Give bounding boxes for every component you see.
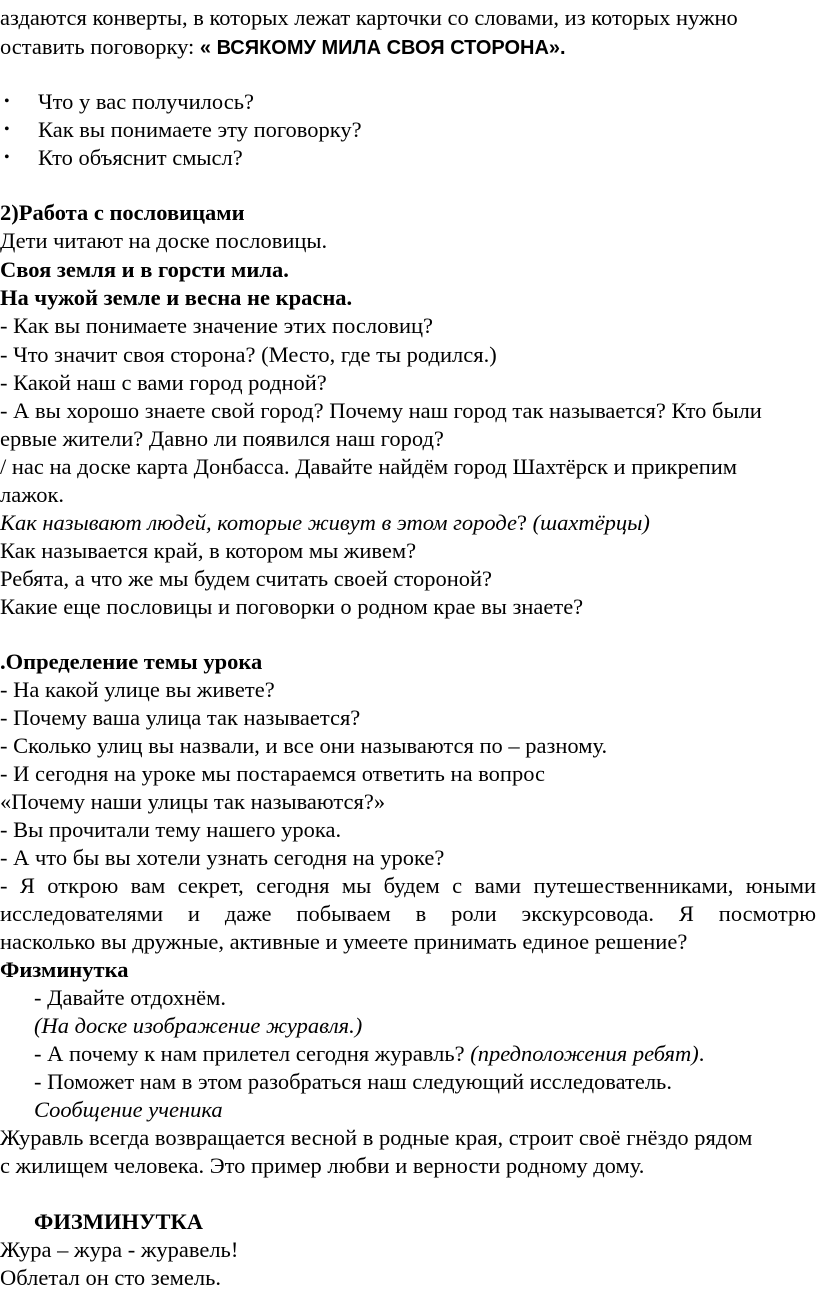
- section-heading-fizminutka-caps: ФИЗМИНУТКА: [34, 1209, 204, 1234]
- text-line: насколько вы дружные, активные и умеете принимать единое решение?: [0, 929, 688, 954]
- text-line: / нас на доске карта Донбасса. Давайте найдём город Шахтёрск и прикрепим: [0, 454, 738, 479]
- text-line: исследователями и даже побываем в роли экскурсовода. Я посмотрю: [0, 901, 816, 926]
- bullet-icon: •: [4, 149, 10, 166]
- text-line: - А почему к нам прилетел сегодня журавль? (предположения ребят).: [34, 1041, 705, 1066]
- text-line: - Почему ваша улица так называется?: [0, 705, 361, 730]
- proverb-1: Своя земля и в горсти мила.: [0, 257, 289, 282]
- text-line: - Вы прочитали тему нашего урока.: [0, 817, 342, 842]
- text-line: лажок.: [0, 482, 65, 507]
- intro-line-2: [0, 33, 816, 62]
- text-line: - А вы хорошо знаете свой город? Почему наш город так называется? Кто были: [0, 398, 762, 423]
- text-line: с жилищем человека. Это пример любви и верности родному дому.: [0, 1153, 645, 1178]
- text-line: - Как вы понимаете значение этих пословиц?: [0, 313, 434, 338]
- proverb-title: « ВСЯКОМУ МИЛА СВОЯ СТОРОНА».: [199, 37, 566, 59]
- text-line: Как называют людей, которые живут в этом городе? (шахтёрцы): [0, 510, 650, 535]
- bullet-icon: •: [4, 121, 10, 138]
- stage-note: (На доске изображение журавля.): [34, 1013, 363, 1038]
- text-line: Дети читают на доске пословицы.: [0, 228, 328, 253]
- text-line: Какие еще пословицы и поговорки о родном крае вы знаете?: [0, 594, 584, 619]
- text-line: Как называется край, в котором мы живем?: [0, 538, 417, 563]
- text-line: - Я открою вам секрет, сегодня мы будем с вами путешественниками, юными: [0, 873, 816, 898]
- stage-note: Сообщение ученика: [34, 1097, 223, 1122]
- text-line: - Давайте отдохнём.: [34, 985, 227, 1010]
- text-line: Ребята, а что же мы будем считать своей стороной?: [0, 566, 493, 591]
- text-line: - Что значит своя сторона? (Место, где ты родился.): [0, 342, 497, 367]
- intro-line-1: аздаются конверты, в которых лежат карточки со словами, из которых нужно: [0, 5, 738, 30]
- section-heading-topic: .Определение темы урока: [0, 649, 263, 674]
- text-line: - Сколько улиц вы назвали, и все они называются по – разному.: [0, 733, 608, 758]
- text-line: - И сегодня на уроке мы постараемся ответить на вопрос: [0, 761, 546, 786]
- text-line: - Поможет нам в этом разобраться наш следующий исследователь.: [34, 1069, 672, 1094]
- text-line: ервые жители? Давно ли появился наш город?: [0, 426, 444, 451]
- poem-line: Облетал он сто земель.: [0, 1265, 222, 1290]
- proverb-2: На чужой земле и весна не красна.: [0, 285, 353, 310]
- poem-line: Жура – жура - журавель!: [0, 1237, 239, 1262]
- text-line: Журавль всегда возвращается весной в родные края, строит своё гнёздо рядом: [0, 1125, 753, 1150]
- section-heading-proverbs: 2)Работа с пословицами: [0, 200, 245, 225]
- text-line: - Какой наш с вами город родной?: [0, 370, 327, 395]
- text-line: - На какой улице вы живете?: [0, 677, 275, 702]
- bullet-icon: •: [4, 93, 10, 110]
- intro-text: оставить поговорку:: [0, 34, 200, 59]
- text-line: «Почему наши улицы так называются?»: [0, 789, 386, 814]
- section-heading-fizminutka: Физминутка: [0, 957, 129, 982]
- text-line: - А что бы вы хотели узнать сегодня на уроке?: [0, 845, 445, 870]
